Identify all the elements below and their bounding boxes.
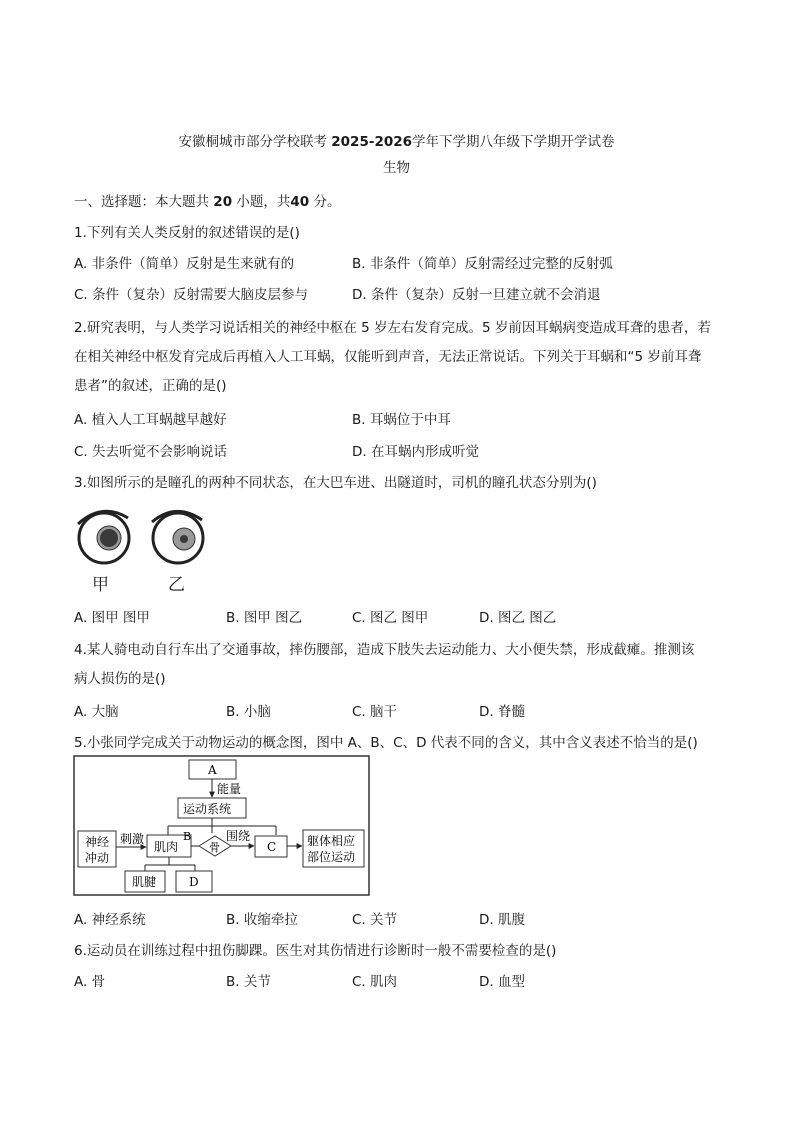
- exam-title: [0, 130, 793, 150]
- q1-stem: 1.下列有关人类反射的叙述错误的是(): [74, 225, 300, 241]
- q6-option-d[interactable]: D. 血型: [479, 974, 525, 990]
- section-prefix: 一、选择题：本大题共: [74, 194, 214, 210]
- q4-option-b[interactable]: B. 小脑: [226, 704, 271, 720]
- title-part2: 学年下学期八年级下学期开学试卷: [412, 134, 615, 150]
- q4-stem-line1: 4.某人骑电动自行车出了交通事故，摔伤腰部，造成下肢失去运动能力、大小便失禁，形成截瘫。推测该: [74, 642, 695, 658]
- body-text-line2: 部位运动: [307, 850, 356, 864]
- q5-option-d[interactable]: D. 肌腹: [479, 912, 525, 928]
- q1-option-d[interactable]: D. 条件（复杂）反射一旦建立就不会消退: [352, 287, 601, 303]
- q4-option-d[interactable]: D. 脊髓: [479, 704, 525, 720]
- q3-option-b[interactable]: B. 图甲 图乙: [226, 610, 303, 626]
- q1-option-a[interactable]: A. 非条件（简单）反射是生来就有的: [74, 256, 295, 272]
- section-score: 40: [290, 194, 310, 210]
- q3-option-a[interactable]: A. 图甲 图甲: [74, 610, 150, 626]
- pupil-constricted-icon: [180, 535, 188, 543]
- label-yi: 乙: [168, 575, 185, 595]
- q6-option-b[interactable]: B. 关节: [226, 974, 271, 990]
- motor-system-text: 运动系统: [183, 802, 232, 816]
- q2-option-b[interactable]: B. 耳蜗位于中耳: [352, 412, 451, 428]
- section-suffix: 分。: [309, 194, 341, 210]
- around-label: 围绕: [226, 829, 251, 843]
- pupil-figure: [72, 498, 212, 598]
- q3-option-c[interactable]: C. 图乙 图甲: [352, 610, 429, 626]
- section-heading: [74, 190, 340, 210]
- q4-stem-line2: 病人损伤的是(): [74, 671, 166, 687]
- title-year: 2025-2026: [331, 134, 413, 150]
- q4-option-c[interactable]: C. 脑干: [352, 704, 398, 720]
- exam-subject: 生物: [383, 160, 410, 176]
- box-d-text: D: [189, 875, 199, 889]
- q6-option-a[interactable]: A. 骨: [74, 974, 106, 990]
- q2-option-d[interactable]: D. 在耳蜗内形成听觉: [352, 444, 479, 460]
- label-b: B: [183, 830, 192, 843]
- energy-label: 能量: [217, 782, 242, 796]
- q5-option-a[interactable]: A. 神经系统: [74, 912, 146, 928]
- section-mid: 小题，共: [232, 194, 291, 210]
- q2-option-a[interactable]: A. 植入人工耳蜗越早越好: [74, 412, 227, 428]
- q2-option-c[interactable]: C. 失去听觉不会影响说话: [74, 444, 228, 460]
- pupil-dilated-icon: [100, 529, 118, 547]
- title-part1: 安徽桐城市部分学校联考: [178, 134, 327, 150]
- q2-stem-line3: 患者”的叙述，正确的是(): [74, 378, 227, 394]
- box-c-text: C: [267, 840, 277, 854]
- tendon-text: 肌腱: [132, 875, 157, 889]
- nerve-text-line2: 冲动: [85, 851, 110, 865]
- q6-stem: 6.运动员在训练过程中扭伤脚踝。医生对其伤情进行诊断时一般不需要检查的是(): [74, 943, 557, 959]
- label-jia: 甲: [92, 575, 109, 595]
- q4-option-a[interactable]: A. 大脑: [74, 704, 119, 720]
- body-text-line1: 躯体相应: [307, 834, 356, 848]
- q5-stem: 5.小张同学完成关于动物运动的概念图，图中 A、B、C、D 代表不同的含义，其中含义表述不恰当的是(): [74, 735, 698, 751]
- bone-text: 骨: [209, 841, 220, 854]
- q2-stem-line1: 2.研究表明，与人类学习说话相关的神经中枢在 5 岁左右发育完成。5 岁前因耳蜗病变造成耳聋的患者，若: [74, 320, 711, 336]
- q6-option-c[interactable]: C. 肌肉: [352, 974, 398, 990]
- concept-diagram: [73, 755, 371, 897]
- q5-option-b[interactable]: B. 收缩牵拉: [226, 912, 298, 928]
- muscle-text: 肌肉: [154, 840, 179, 854]
- box-a-text: A: [208, 763, 217, 777]
- section-count: 20: [213, 194, 233, 210]
- q1-option-b[interactable]: B. 非条件（简单）反射需经过完整的反射弧: [352, 256, 613, 272]
- nerve-text-line1: 神经: [85, 835, 110, 849]
- q2-stem-line2: 在相关神经中枢发育完成后再植入人工耳蜗，仅能听到声音，无法正常说话。下列关于耳蜗和“5 岁前耳聋: [74, 349, 702, 365]
- q1-option-c[interactable]: C. 条件（复杂）反射需要大脑皮层参与: [74, 287, 309, 303]
- q3-option-d[interactable]: D. 图乙 图乙: [479, 610, 557, 626]
- q3-stem: 3.如图所示的是瞳孔的两种不同状态，在大巴车进、出隧道时，司机的瞳孔状态分别为(): [74, 475, 597, 491]
- q5-option-c[interactable]: C. 关节: [352, 912, 398, 928]
- stimulate-label: 刺激: [120, 832, 145, 846]
